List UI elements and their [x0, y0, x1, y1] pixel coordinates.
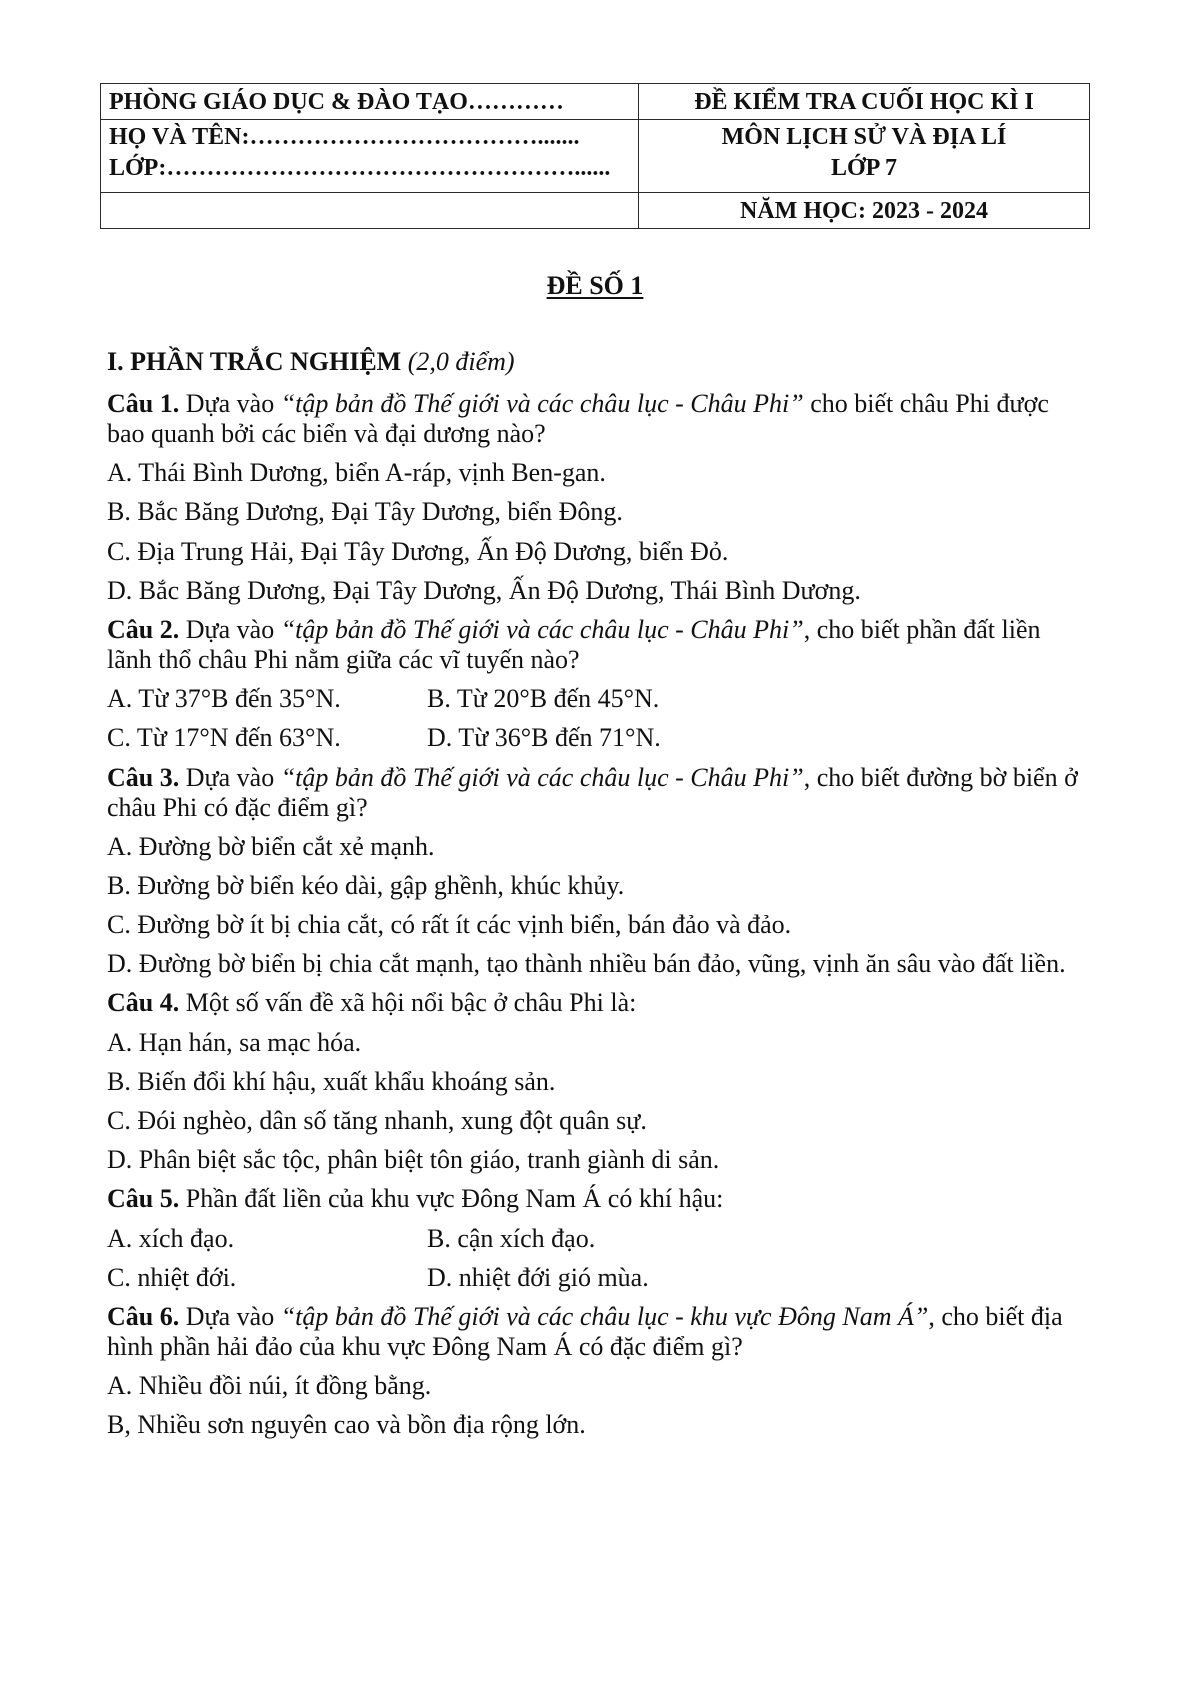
question-6-option-b: B, Nhiều sơn nguyên cao và bồn địa rộng lớn. [107, 1410, 586, 1440]
question-3-option-d: D. Đường bờ biển bị chia cắt mạnh, tạo thành nhiều bán đảo, vũng, vịnh ăn sâu vào đất liền. [107, 949, 1066, 979]
question-5-option-b: B. cận xích đạo. [427, 1223, 596, 1253]
question-5-stem [107, 1184, 1097, 1214]
question-3-option-b: B. Đường bờ biển kéo dài, gập ghềnh, khúc khủy. [107, 870, 625, 900]
section-title: I. PHẦN TRẮC NGHIỆM [107, 347, 402, 376]
question-6-map-source: “tập bản đồ Thế giới và các châu lục - khu vực Đông Nam Á” [280, 1301, 929, 1331]
exam-code-title [0, 271, 1190, 301]
student-info-cell [101, 120, 639, 193]
section-heading [107, 347, 1097, 377]
question-4-stem [107, 988, 1097, 1018]
question-5-options-row-1 [107, 1224, 1097, 1254]
question-6-stem [107, 1302, 1097, 1362]
question-2-lead: Dựa vào [179, 614, 281, 644]
question-6-lead: Dựa vào [179, 1301, 281, 1331]
question-2-options-row-2 [107, 723, 1097, 753]
question-6-option-a: A. Nhiều đồi núi, ít đồng bằng. [107, 1371, 432, 1401]
header-row-3 [101, 193, 1090, 229]
question-3-option-a: A. Đường bờ biển cắt xẻ mạnh. [107, 831, 435, 861]
exam-header-table [100, 83, 1090, 229]
subject-name: MÔN LỊCH SỬ VÀ ĐỊA LÍ [721, 124, 1007, 150]
question-4-label: Câu 4. [107, 988, 180, 1018]
question-2-options-row-1 [107, 684, 1097, 714]
question-2-tail: , cho biết phần đất liền lãnh thổ châu Phi nằm giữa các vĩ tuyến nào? [107, 614, 1041, 674]
question-1-lead: Dựa vào [179, 389, 281, 418]
question-2-option-c: C. Từ 17°N đến 63°N. [107, 723, 341, 753]
header-row-2 [101, 120, 1090, 193]
question-2-option-d: D. Từ 36°B đến 71°N. [427, 723, 661, 753]
question-3-lead: Dựa vào [179, 762, 281, 792]
question-5-label: Câu 5. [107, 1184, 180, 1214]
school-year: NĂM HỌC: 2023 - 2024 [740, 197, 988, 224]
question-4-option-c: C. Đói nghèo, dân số tăng nhanh, xung đột quân sự. [107, 1106, 647, 1135]
exam-content [107, 347, 1097, 1450]
school-year-cell [639, 193, 1090, 229]
question-5-option-c: C. nhiệt đới. [107, 1262, 237, 1292]
question-4-option-b: B. Biến đổi khí hậu, xuất khẩu khoáng sản. [107, 1066, 556, 1096]
student-name-line: HỌ VÀ TÊN:………………………………....... [109, 124, 580, 150]
question-5-lead: Phần đất liền của khu vực Đông Nam Á có khí hậu: [179, 1184, 724, 1214]
question-1-label: Câu 1. [107, 389, 180, 418]
question-2-option-a: A. Từ 37°B đến 35°N. [107, 684, 341, 714]
question-1-option-d: D. Bắc Băng Dương, Đại Tây Dương, Ấn Độ Dương, Thái Bình Dương. [107, 575, 861, 605]
question-5-option-a: A. xích đạo. [107, 1223, 235, 1253]
question-1-option-a: A. Thái Bình Dương, biển A-ráp, vịnh Ben-gan. [107, 458, 606, 488]
question-2-map-source: “tập bản đồ Thế giới và các châu lục - Châu Phi” [280, 614, 804, 644]
question-1-option-b: B. Bắc Băng Dương, Đại Tây Dương, biển Đông. [107, 497, 623, 527]
subject-cell [639, 120, 1090, 193]
question-1-tail: cho biết châu Phi được bao quanh bởi các biển và đại dương nào? [107, 389, 1049, 448]
question-3-tail: , cho biết đường bờ biển ở châu Phi có đặc điểm gì? [107, 762, 1078, 822]
question-3-stem [107, 763, 1097, 823]
question-3-map-source: “tập bản đồ Thế giới và các châu lục - Châu Phi” [280, 762, 804, 792]
question-4-lead: Một số vấn đề xã hội nổi bậc ở châu Phi là: [179, 988, 637, 1018]
exam-title: ĐỀ KIỂM TRA CUỐI HỌC KÌ I [694, 88, 1034, 115]
question-2-option-b: B. Từ 20°B đến 45°N. [427, 684, 660, 714]
question-2-stem [107, 615, 1097, 675]
empty-cell [101, 193, 639, 229]
question-2-label: Câu 2. [107, 614, 180, 644]
question-5-option-d: D. nhiệt đới gió mùa. [427, 1262, 649, 1292]
question-3-label: Câu 3. [107, 762, 180, 792]
department-name: PHÒNG GIÁO DỤC & ĐÀO TẠO………… [109, 88, 564, 115]
header-row-1 [101, 84, 1090, 120]
question-3-option-c: C. Đường bờ ít bị chia cắt, có rất ít các vịnh biển, bán đảo và đảo. [107, 910, 792, 940]
section-points: (2,0 điểm) [407, 347, 515, 376]
question-5-options-row-2 [107, 1263, 1097, 1293]
grade-level: LỚP 7 [830, 155, 897, 181]
exam-title-cell [639, 84, 1090, 120]
department-cell [101, 84, 639, 120]
exam-code-text: ĐỀ SỐ 1 [546, 271, 644, 300]
question-6-tail: , cho biết địa hình phần hải đảo của khu vực Đông Nam Á có đặc điểm gì? [107, 1301, 1063, 1361]
question-1-map-source: “tập bản đồ Thế giới và các châu lục - Châu Phi” [280, 389, 804, 418]
student-class-line: LỚP:……………………………………………...... [109, 155, 611, 181]
question-4-option-d: D. Phân biệt sắc tộc, phân biệt tôn giáo, tranh giành di sản. [107, 1145, 720, 1175]
question-6-label: Câu 6. [107, 1301, 180, 1331]
question-1-option-c: C. Địa Trung Hải, Đại Tây Dương, Ấn Độ Dương, biển Đỏ. [107, 536, 729, 566]
question-1-stem [107, 389, 1097, 449]
question-4-option-a: A. Hạn hán, sa mạc hóa. [107, 1027, 362, 1057]
